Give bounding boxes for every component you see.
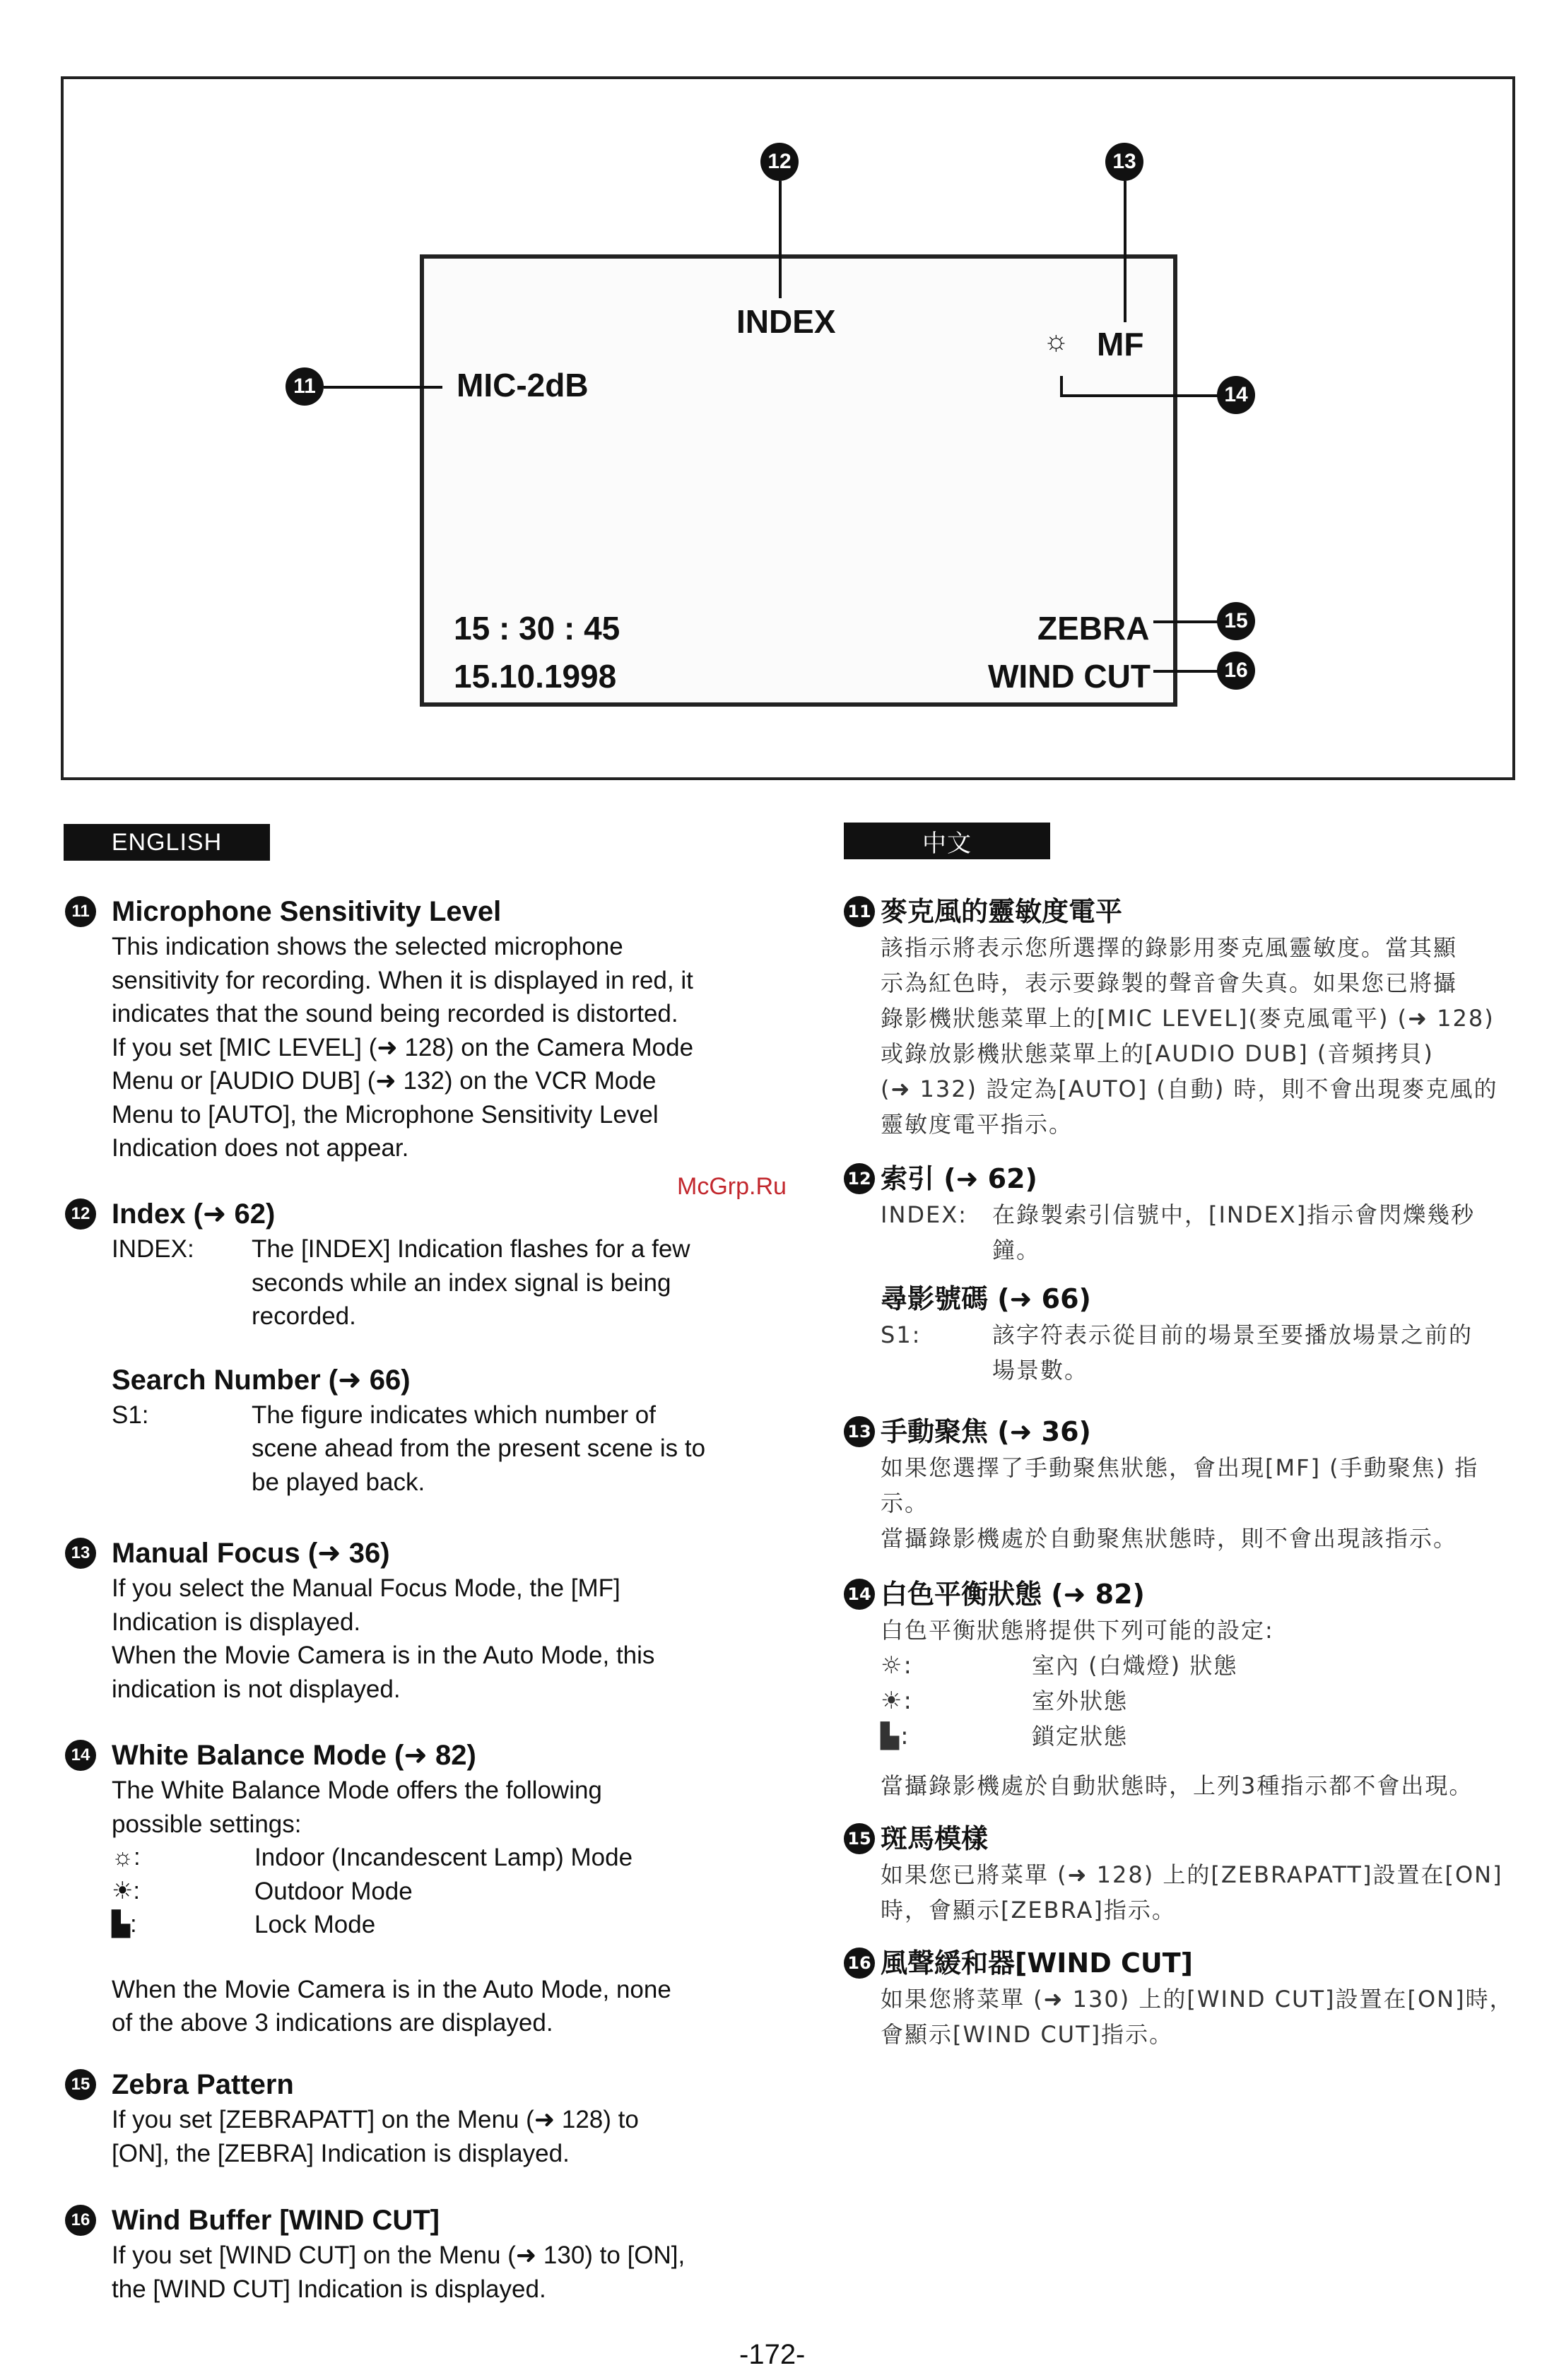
indoor-icon: ☼: [881,1651,913,1680]
text-line: 如果您將菜單 (➜ 130) 上的[WIND CUT]設置在[ON]時， [881,1986,1514,2013]
text-line: If you set [MIC LEVEL] (➜ 128) on the Camera Mode [112,1033,694,1061]
number-badge: 11 [65,896,96,927]
number-badge: 14 [65,1740,96,1771]
text-line: Indication does not appear. [112,1134,409,1162]
text-line: possible settings: [112,1810,302,1838]
en-item-14 [71,1737,748,2040]
en-item-16 [71,2202,748,2306]
text-line: If you set [ZEBRAPATT] on the Menu (➜ 128) to [112,2106,639,2133]
number-badge: 15 [65,2069,96,2100]
outdoor-icon: ☀: [881,1687,913,1715]
setting-text: 室內 (白熾燈) 狀態 [1032,1652,1238,1679]
text-line: of the above 3 indications are displayed. [112,2009,553,2037]
text-line: 該字符表示從目前的場景至要播放場景之前的 [992,1321,1473,1348]
zh-item-15 [847,1820,1531,1928]
text-line: 時，會顯示[ZEBRA]指示。 [881,1897,1176,1924]
item-title: 風聲緩和器[WIND CUT] [881,1948,1194,1979]
item-title: Zebra Pattern [112,2069,294,2100]
callout-line-11 [324,386,442,389]
callout-line-16 [1153,670,1218,673]
number-badge: 13 [844,1416,875,1447]
marker-15: 15 [1217,602,1255,640]
osd-mic-level: MIC-2dB [457,367,589,403]
item-title: Wind Buffer [WIND CUT] [112,2205,440,2236]
marker-11: 11 [286,367,324,406]
number-badge: 13 [65,1538,96,1569]
text-line: 當攝錄影機處於自動聚焦狀態時，則不會出現該指示。 [881,1525,1458,1552]
number-badge: 16 [65,2205,96,2236]
number-badge: 12 [844,1163,875,1194]
setting-text: Indoor (Incandescent Lamp) Mode [254,1844,633,1871]
number-badge: 16 [844,1948,875,1979]
text-line: 白色平衡狀態將提供下列可能的設定: [881,1617,1274,1644]
callout-line-15 [1153,620,1218,623]
lock-icon: ▙: [112,1911,137,1938]
text-line: scene ahead from the present scene is to [252,1435,706,1462]
text-line: Menu to [AUTO], the Microphone Sensitivity Level [112,1100,659,1129]
item-title: Manual Focus (➜ 36) [112,1538,390,1569]
marker-12: 12 [760,143,799,181]
watermark: McGrp.Ru [677,1173,787,1200]
item-title: Microphone Sensitivity Level [112,896,502,927]
text-line: [ON], the [ZEBRA] Indication is displayed. [112,2139,570,2167]
text-line: 鐘。 [992,1237,1041,1263]
english-header: ENGLISH [64,824,270,861]
indoor-icon: ☼: [112,1844,141,1871]
text-line: When the Movie Camera is in the Auto Mode, this [112,1642,655,1669]
callout-line-14b [1060,394,1218,397]
text-line: 靈敏度電平指示。 [881,1111,1073,1138]
chinese-header: 中文 [844,823,1050,859]
text-line: Menu or [AUDIO DUB] (➜ 132) on the VCR Mode [112,1067,657,1095]
text-line: recorded. [252,1302,356,1330]
text-line: 示為紅色時，表示要錄製的聲音會失真。如果您已將攝 [881,970,1458,996]
number-badge: 12 [65,1198,96,1230]
callout-line-13 [1124,181,1126,322]
en-item-15 [71,2066,748,2170]
zh-item-12 [847,1160,1531,1388]
item-title: 斑馬模樣 [881,1823,989,1854]
zh-item-16 [847,1945,1531,2052]
text-line: indicates that the sound being recorded is distorted. [112,1000,678,1027]
index-label: INDEX: [881,1201,967,1228]
text-line: indication is not displayed. [112,1675,401,1703]
text-line: sensitivity for recording. When it is displayed in red, it [112,966,693,994]
lock-icon: ▙: [881,1722,910,1750]
text-line: 錄影機狀態菜單上的[MIC LEVEL](麥克風電平) (➜ 128) [881,1005,1495,1032]
text-line: 示。 [881,1490,929,1516]
number-badge: 11 [844,896,875,927]
item-title: 白色平衡狀態 (➜ 82) [881,1579,1145,1610]
text-line: 會顯示[WIND CUT]指示。 [881,2021,1174,2048]
zh-item-13 [847,1413,1531,1556]
text-line: Indication is displayed. [112,1608,361,1636]
callout-line-12 [779,181,782,298]
osd-index: INDEX [736,303,836,340]
search-number-title: 尋影號碼 (➜ 66) [881,1283,1091,1314]
text-line: 如果您選擇了手動聚焦狀態，會出現[MF] (手動聚焦) 指 [881,1454,1479,1481]
item-title: White Balance Mode (➜ 82) [112,1740,476,1771]
osd-time: 15 : 30 : 45 [454,610,620,647]
text-line: the [WIND CUT] Indication is displayed. [112,2275,546,2303]
item-title: Index (➜ 62) [112,1198,276,1230]
number-badge: 15 [844,1823,875,1854]
setting-text: 室外狀態 [1032,1687,1129,1714]
page-number: -172- [739,2339,806,2370]
text-line: 該指示將表示您所選擇的錄影用麥克風靈敏度。當其顯 [881,934,1458,961]
en-item-11 [71,893,748,1165]
osd-date: 15.10.1998 [454,658,617,695]
text-line: The figure indicates which number of [252,1401,656,1429]
text-line: When the Movie Camera is in the Auto Mode, none [112,1975,671,2003]
en-item-12 [71,1196,748,1499]
text-line: If you select the Manual Focus Mode, the [MF] [112,1574,620,1602]
setting-text: Outdoor Mode [254,1877,413,1905]
en-item-13 [71,1535,748,1706]
search-number-title: Search Number (➜ 66) [112,1364,411,1396]
text-line: 場景數。 [992,1357,1089,1384]
marker-13: 13 [1105,143,1143,181]
outdoor-icon: ☀: [112,1877,140,1904]
text-line: be played back. [252,1468,425,1496]
text-line: If you set [WIND CUT] on the Menu (➜ 130) to [ON], [112,2241,686,2269]
text-line: 或錄放影機狀態菜單上的[AUDIO DUB] (音頻拷貝) [881,1040,1434,1067]
marker-16: 16 [1217,652,1255,690]
setting-text: Lock Mode [254,1911,376,1938]
osd-mf: MF [1097,326,1144,363]
index-label: INDEX: [112,1235,194,1263]
item-title: 麥克風的靈敏度電平 [881,896,1123,927]
item-title: 索引 (➜ 62) [881,1163,1037,1194]
zh-item-14 [847,1576,1531,1803]
osd-wind-cut: WIND CUT [988,658,1151,695]
text-line: The White Balance Mode offers the following [112,1777,602,1804]
zh-item-11 [847,893,1531,1142]
text-line: 在錄製索引信號中，[INDEX]指示會閃爍幾秒 [992,1201,1476,1228]
item-title: 手動聚焦 (➜ 36) [881,1416,1091,1447]
text-line: 當攝錄影機處於自動狀態時，上列3種指示都不會出現。 [881,1772,1473,1799]
text-line: 如果您已將菜單 (➜ 128) 上的[ZEBRAPATT]設置在[ON] [881,1861,1503,1888]
text-line: seconds while an index signal is being [252,1268,671,1297]
text-line: The [INDEX] Indication flashes for a few [252,1235,690,1263]
white-balance-icon: ☼ [1043,325,1069,356]
s1-label: S1: [881,1321,922,1348]
text-line: This indication shows the selected microphone [112,933,623,960]
s1-label: S1: [112,1401,149,1429]
number-badge: 14 [844,1579,875,1610]
text-line: (➜ 132) 設定為[AUTO] (自動) 時，則不會出現麥克風的 [881,1076,1498,1102]
setting-text: 鎖定狀態 [1032,1723,1129,1750]
marker-14: 14 [1217,376,1255,414]
viewfinder-screen [420,254,1177,707]
osd-zebra: ZEBRA [1037,610,1150,647]
